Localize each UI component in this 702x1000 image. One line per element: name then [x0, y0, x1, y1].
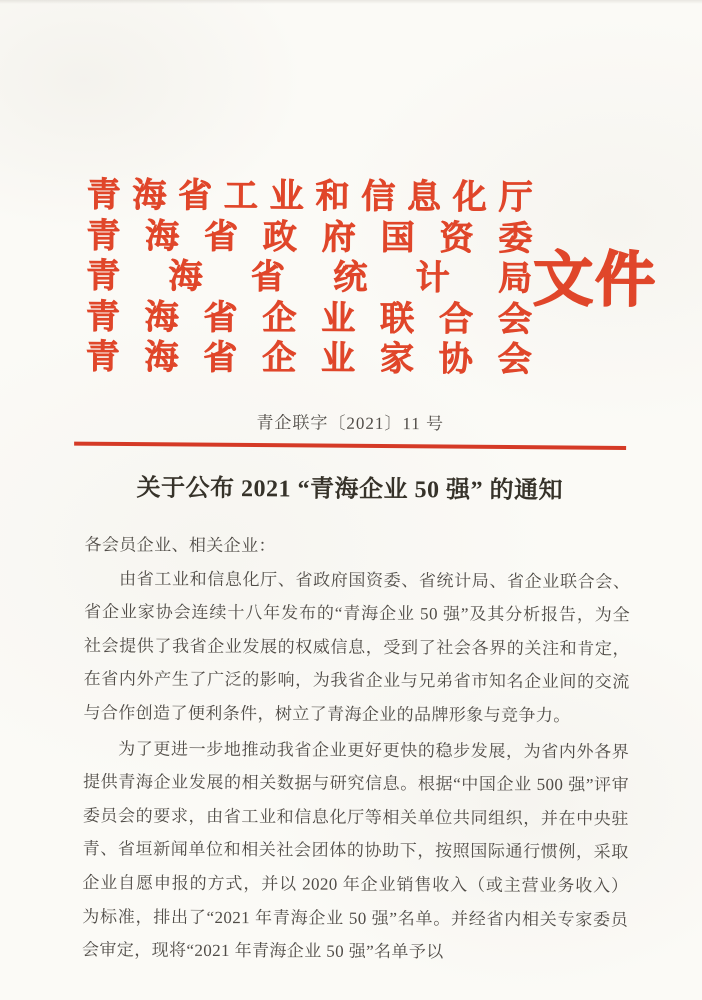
body-paragraph: 由省工业和信息化厅、省政府国资委、省统计局、省企业联合会、省企业家协会连续十八年发布的“青海企业 50 强”及其分析报告，为全社会提供了我省企业发展的权威信息，受到了社会各界的关注和肯定，在省内外产生了广泛的影响，为我省企业与兄弟省市知名企业间的交流与合作创造了便利条件，树立了青海企业的品牌形象与竞争力。 — [83, 568, 631, 726]
letterhead-org-line: 青海省企业家协会 — [85, 339, 532, 379]
letterhead-org-names — [86, 176, 533, 381]
letterhead-org-line: 青海省企业联合会 — [85, 298, 533, 339]
document-body — [82, 528, 631, 970]
red-divider-line — [74, 442, 626, 450]
letterhead-document-mark: 文件 — [532, 247, 658, 314]
salutation: 各会员企业、相关企业： — [84, 535, 276, 556]
document-number: 青企联字〔2021〕11 号 — [256, 413, 445, 434]
body-paragraph: 为了更进一步地推动我省企业更好更快的稳步发展，为省内外各界提供青海企业发展的相关数据与研究信息。根据“中国企业 500 强”评审委员会的要求，由省工业和信息化厅等相关单位共同组织，并在中央驻青、省垣新闻单位和相关社会团体的协助下，按照国际通行惯例，采取企业自愿申报的方式，并以 2020 年企业销售收入（或主营业务收入）为标准，排出了“2021 年青海企业 50 强”名单。并经省内相关专家委员会审定，现将“2021 年青海企业 50 强”名单予以 — [81, 738, 630, 962]
letterhead-org-line: 青海省统计局 — [86, 258, 533, 298]
document-title: 关于公布 2021 “青海企业 50 强” 的通知 — [136, 475, 564, 505]
letterhead — [86, 176, 663, 382]
letterhead-org-line: 青海省工业和信息化厅 — [86, 177, 533, 217]
letterhead-org-line: 青海省政府国资委 — [86, 217, 533, 258]
